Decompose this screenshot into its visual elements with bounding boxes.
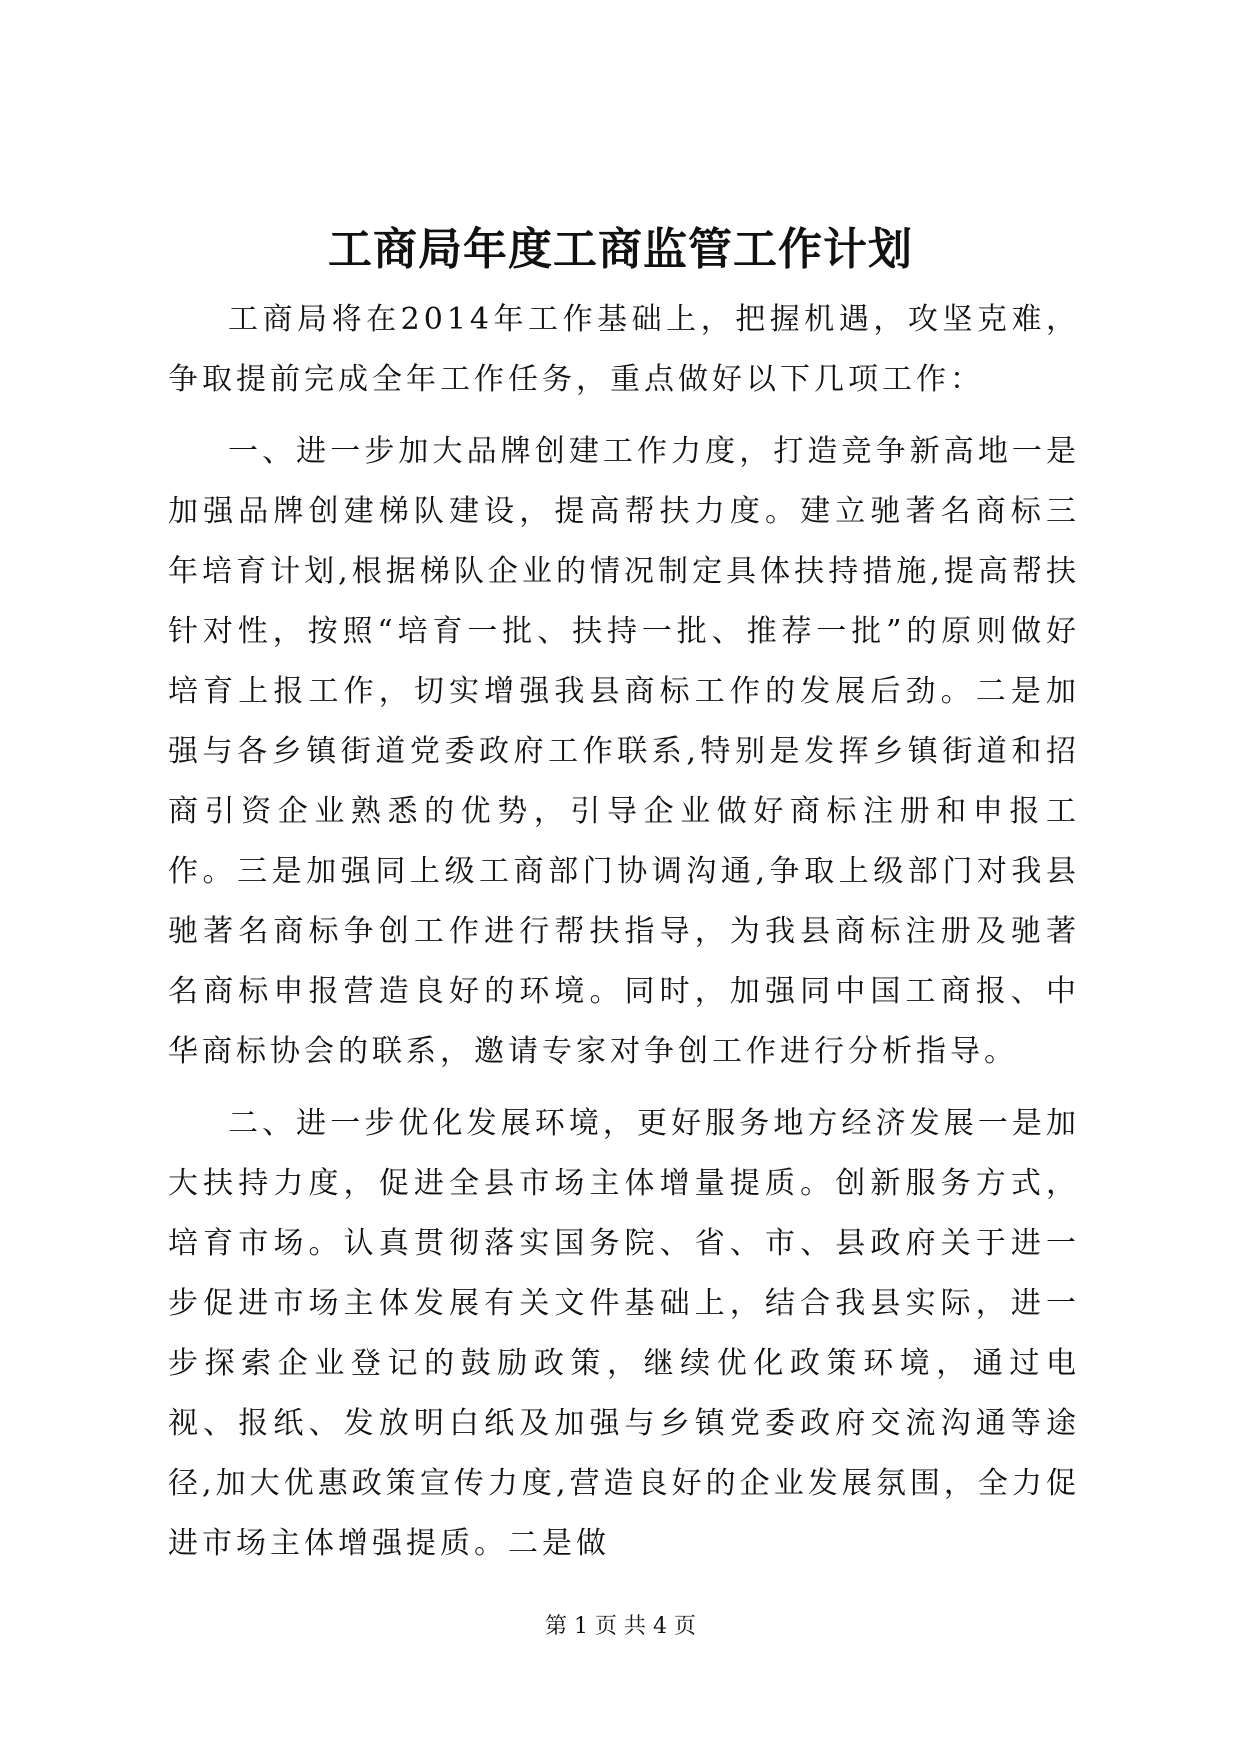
paragraph-section-1: 一、进一步加大品牌创建工作力度，打造竞争新高地一是加强品牌创建梯队建设，提高帮扶力度。建立驰著名商标三年培育计划,根据梯队企业的情况制定具体扶持措施,提高帮扶针对性，按照“培育一批、扶持一批、推荐一批”的原则做好培育上报工作，切实增强我县商标工作的发展后劲。二是加强与各乡镇街道党委政府工作联系,特别是发挥乡镇街道和招商引资企业熟悉的优势，引导企业做好商标注册和申报工作。三是加强同上级工商部门协调沟通,争取上级部门对我县驰著名商标争创工作进行帮扶指导，为我县商标注册及驰著名商标申报营造良好的环境。同时，加强同中国工商报、中华商标协会的联系，邀请专家对争创工作进行分析指导。	[168, 434, 1080, 1069]
page-indicator: 第 1 页 共 4 页	[545, 1614, 696, 1639]
paragraph-section-2: 二、进一步优化发展环境，更好服务地方经济发展一是加大扶持力度，促进全县市场主体增量提质。创新服务方式，培育市场。认真贯彻落实国务院、省、市、县政府关于进一步促进市场主体发展有关文件基础上，结合我县实际，进一步探索企业登记的鼓励政策，继续优化政策环境，通过电视、报纸、发放明白纸及加强与乡镇党委政府交流沟通等途径,加大优惠政策宣传力度,营造良好的企业发展氛围，全力促进市场主体增强提质。二是做	[168, 1106, 1080, 1560]
document-body	[168, 290, 1080, 1560]
paragraph-intro: 工商局将在2014年工作基础上，把握机遇，攻坚克难，争取提前完成全年工作任务，重点做好以下几项工作：	[168, 302, 1080, 397]
document-title: 工商局年度工商监管工作计划	[328, 224, 913, 275]
